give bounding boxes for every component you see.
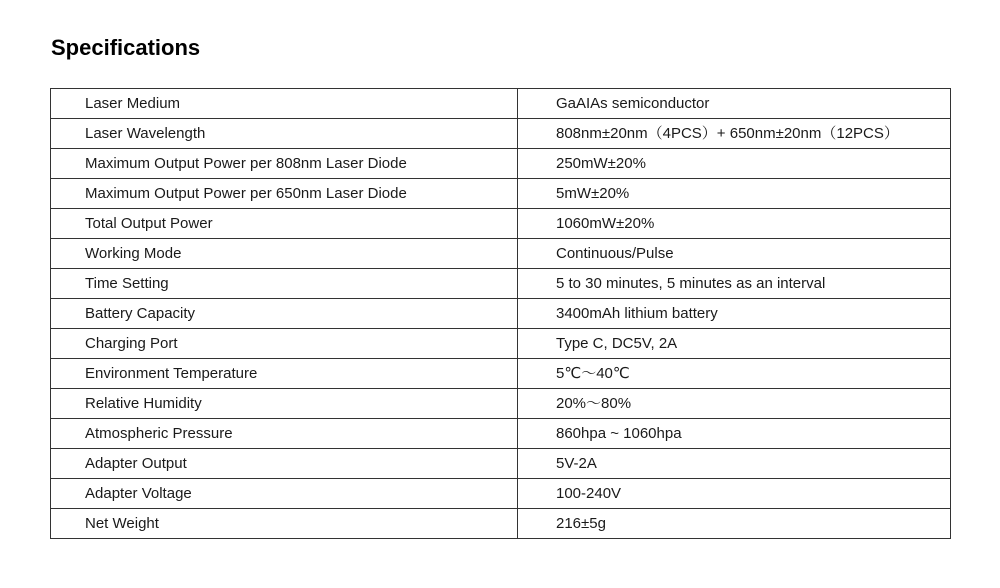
table-row [51, 119, 951, 149]
parameter-cell: Laser Wavelength [51, 119, 518, 149]
parameter-cell: Maximum Output Power per 808nm Laser Diode [51, 149, 518, 179]
table-row [51, 329, 951, 359]
table-row [51, 209, 951, 239]
specifications-table [50, 88, 951, 539]
value-cell: 860hpa ~ 1060hpa [518, 419, 951, 449]
table-row [51, 89, 951, 119]
value-cell: Type C, DC5V, 2A [518, 329, 951, 359]
table-row [51, 419, 951, 449]
value-cell: 808nm±20nm（4PCS）+ 650nm±20nm（12PCS） [518, 119, 951, 149]
table-row [51, 509, 951, 539]
value-cell: 100-240V [518, 479, 951, 509]
parameter-cell: Relative Humidity [51, 389, 518, 419]
parameter-cell: Charging Port [51, 329, 518, 359]
table-row [51, 239, 951, 269]
table-row [51, 179, 951, 209]
table-row [51, 479, 951, 509]
table-row [51, 359, 951, 389]
parameter-cell: Time Setting [51, 269, 518, 299]
parameter-cell: Battery Capacity [51, 299, 518, 329]
parameter-cell: Net Weight [51, 509, 518, 539]
parameter-cell: Maximum Output Power per 650nm Laser Diode [51, 179, 518, 209]
table-row [51, 269, 951, 299]
value-cell: 20%～80% [518, 389, 951, 419]
value-cell: 1060mW±20% [518, 209, 951, 239]
table-row [51, 299, 951, 329]
value-cell: 250mW±20% [518, 149, 951, 179]
table-row [51, 449, 951, 479]
page-title: Specifications [51, 35, 201, 60]
parameter-cell: Total Output Power [51, 209, 518, 239]
value-cell: 3400mAh lithium battery [518, 299, 951, 329]
parameter-cell: Adapter Output [51, 449, 518, 479]
value-cell: GaAIAs semiconductor [518, 89, 951, 119]
parameter-cell: Adapter Voltage [51, 479, 518, 509]
parameter-cell: Atmospheric Pressure [51, 419, 518, 449]
parameter-cell: Working Mode [51, 239, 518, 269]
value-cell: 5V-2A [518, 449, 951, 479]
value-cell: 5 to 30 minutes, 5 minutes as an interval [518, 269, 951, 299]
value-cell: 5℃～40℃ [518, 359, 951, 389]
parameter-cell: Environment Temperature [51, 359, 518, 389]
value-cell: Continuous/Pulse [518, 239, 951, 269]
value-cell: 216±5g [518, 509, 951, 539]
table-row [51, 149, 951, 179]
value-cell: 5mW±20% [518, 179, 951, 209]
parameter-cell: Laser Medium [51, 89, 518, 119]
table-row [51, 389, 951, 419]
specifications-table-body [51, 89, 951, 539]
